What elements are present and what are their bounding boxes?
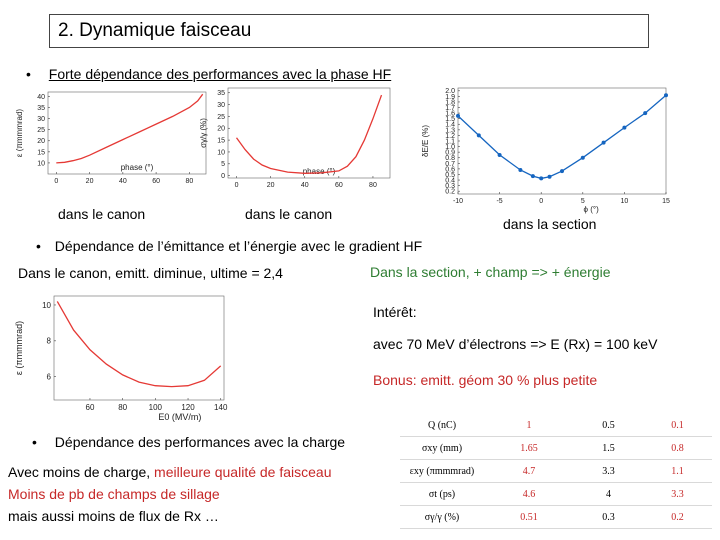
table-cell: 0.2 [643,506,712,529]
y-tick-label: 20 [217,125,225,133]
y-tick-label: 2.0 [445,88,455,96]
y-tick-label: 1.7 [445,104,455,112]
y-tick-label: 6 [46,372,51,382]
x-tick-label: 40 [118,178,127,185]
caption-canon-2: dans le canon [245,206,333,222]
table-cell: 1 [484,414,574,437]
y-tick-label: 10 [217,149,225,157]
data-point [581,156,585,160]
bullet-2-text: Dépendance de l’émittance et l’énergie avec le gradient HF [54,238,423,254]
y-tick-label: 1.9 [445,93,455,101]
x-tick-label: 60 [85,403,95,412]
table-row [400,414,712,437]
interet-line: avec 70 MeV d’électrons => E (Rx) = 100 keV [373,336,658,352]
table-cell: 4 [574,483,643,506]
y-axis-label: ε (πmmmrad) [15,108,24,158]
data-point [539,176,543,180]
bullet-symbol: • [36,238,41,254]
y-tick-label: 0.3 [445,183,455,191]
table-cell: 1.5 [574,437,643,460]
y-tick-label: 1.5 [445,116,455,124]
bullet-1-text: Forte dépendance des performances avec la phase HF [48,66,392,82]
y-tick-label: 20 [37,138,45,146]
bullet-3 [32,434,345,450]
y-tick-label: 10 [37,160,45,168]
data-point [560,169,564,173]
x-tick-label: 10 [620,198,629,205]
x-tick-label: 40 [300,182,309,189]
table-cell: 0.8 [643,437,712,460]
y-tick-label: 10 [42,300,51,310]
y-tick-label: 0.6 [445,166,455,174]
x-tick-label: 0 [234,182,239,189]
x-tick-label: -5 [496,198,503,205]
y-tick-label: 8 [46,336,51,346]
x-tick-label: 5 [580,198,585,205]
y-axis-label: ε (πmmmrad) [14,320,24,376]
table-cell: 3.3 [643,483,712,506]
bullet-symbol: • [26,66,31,82]
x-tick-label: 80 [185,178,194,185]
y-tick-label: 25 [37,127,45,135]
table-row-label: σxy (mm) [400,437,484,460]
y-axis-label: δE/E (%) [421,124,430,158]
plot-frame [48,92,206,174]
y-tick-label: 0.9 [445,149,455,157]
data-point [498,153,502,157]
bullet-3-text: Dépendance des performances avec la charge [54,434,346,450]
series-line [56,94,202,163]
y-tick-label: 0.8 [445,155,455,163]
x-tick-label: 0 [539,198,544,205]
charge-line-1-highlight: meilleure qualité de faisceau [154,464,332,480]
table-row-label: Q (nC) [400,414,484,437]
data-point [643,111,647,115]
table-cell: 3.3 [574,460,643,483]
energy-spread-vs-section-phase-chart [418,84,676,219]
table-row [400,437,712,460]
x-tick-label: 0 [54,178,59,185]
y-tick-label: 1.3 [445,127,455,135]
plot-frame [54,296,224,400]
x-axis-label: phase (°) [302,167,336,176]
caption-section: dans la section [503,216,597,232]
y-tick-label: 1.2 [445,132,455,140]
data-point [622,126,626,130]
x-tick-label: 15 [662,198,670,205]
series-line [458,95,666,178]
table-cell: 0.51 [484,506,574,529]
charge-line-2: Moins de pb de champs de sillage [8,486,220,502]
data-point [518,168,522,172]
x-tick-label: 80 [369,182,377,189]
table-row [400,506,712,529]
energy-spread-vs-phase-chart [198,84,398,199]
series-line [237,95,382,173]
x-axis-label: E0 (MV/m) [158,412,202,422]
emittance-vs-phase-chart [14,88,214,198]
y-tick-label: 1.8 [445,99,455,107]
y-tick-label: 15 [37,149,45,157]
y-tick-label: 0 [221,173,225,181]
y-tick-label: 1.1 [445,138,455,146]
y-tick-label: 0.5 [445,171,455,179]
interet-heading: Intérêt: [373,304,417,320]
y-tick-label: 0.4 [445,177,455,185]
data-point [664,93,668,97]
data-point [548,175,552,179]
caption-canon-1: dans le canon [58,206,146,222]
table-row-label: εxy (πmmmrad) [400,460,484,483]
emittance-vs-gradient-chart [14,292,244,432]
slide-title: 2. Dynamique faisceau [49,14,649,48]
bullet-2 [36,238,422,254]
x-tick-label: 120 [181,403,195,412]
caption-emittance: Dans le canon, emitt. diminue, ultime = 2,4 [18,265,283,281]
y-tick-label: 0.2 [445,188,455,196]
y-axis-label: σγ/γ (%) [199,118,208,148]
x-tick-label: 60 [152,178,161,185]
x-tick-label: -10 [452,198,464,205]
data-point [456,114,460,118]
y-tick-label: 0.7 [445,160,455,168]
table-cell: 4.7 [484,460,574,483]
data-point [477,133,481,137]
x-tick-label: 60 [334,182,343,189]
x-axis-label: phase (°) [120,163,154,172]
data-point [531,174,535,178]
y-tick-label: 1.6 [445,110,455,118]
y-tick-label: 35 [37,104,45,112]
caption-energie: Dans la section, + champ => + énergie [370,264,611,280]
table-row-label: σγ/γ (%) [400,506,484,529]
y-tick-label: 30 [217,102,225,110]
table-row-label: σt (ps) [400,483,484,506]
table-cell: 1.65 [484,437,574,460]
x-tick-label: 140 [214,403,228,412]
y-tick-label: 1.0 [445,144,455,152]
y-tick-label: 1.4 [445,121,455,129]
y-tick-label: 40 [37,93,45,101]
y-tick-label: 5 [221,161,225,169]
x-tick-label: 20 [266,182,275,189]
interet-bonus: Bonus: emitt. géom 30 % plus petite [373,372,598,388]
bullet-1 [26,66,391,82]
plot-frame [228,88,390,178]
x-tick-label: 20 [85,178,94,185]
table-row [400,483,712,506]
table-cell: 0.3 [574,506,643,529]
x-axis-label: ϕ (°) [583,205,599,214]
table-cell: 0.5 [574,414,643,437]
plot-frame [458,88,666,194]
table-cell: 1.1 [643,460,712,483]
table-cell: 4.6 [484,483,574,506]
y-tick-label: 15 [217,137,225,145]
charge-line-3: mais aussi moins de flux de Rx … [8,508,219,524]
y-tick-label: 25 [217,113,225,121]
table-row [400,460,712,483]
y-tick-label: 35 [217,90,225,98]
charge-line-1 [8,464,332,480]
table-cell: 0.1 [643,414,712,437]
x-tick-label: 80 [118,403,128,412]
charge-parameters-table [400,414,712,529]
y-tick-label: 30 [37,116,45,124]
data-point [602,141,606,145]
bullet-symbol: • [32,434,37,450]
series-line [57,301,220,386]
charge-line-1-prefix: Avec moins de charge, [8,464,155,480]
x-tick-label: 100 [148,403,163,412]
